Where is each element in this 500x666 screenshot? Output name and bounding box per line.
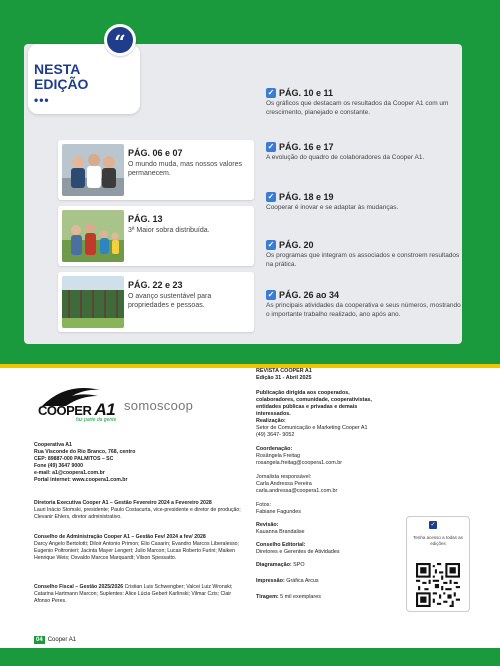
- toc-item-10-11[interactable]: ✓ PÁG. 10 e 11 Os gráficos que destacam os resultados da Cooper A1 com um crescimento, planejado e constante.: [266, 88, 449, 116]
- toc-item-18-19[interactable]: ✓ PÁG. 18 e 19 Cooperar é inovar e se adaptar às mudanças.: [266, 192, 399, 211]
- credit-jornalista: Jornalista responsável: Carla Andressa Pereira carla.andressa@coopera1.com.br: [256, 474, 338, 494]
- card-description: O avanço sustentável para propriedades e pessoas.: [128, 293, 212, 309]
- page-number: 04: [36, 637, 43, 643]
- cooper-a1-tagline: faz parte da gente: [76, 417, 117, 423]
- qr-caption: Tenha acesso a todas as edições: [413, 535, 463, 546]
- check-icon: ✓: [267, 240, 275, 249]
- yellow-divider-stripe: [0, 364, 500, 368]
- check-icon: ✓: [267, 88, 275, 97]
- credit-revisao: Revisão: Kauanna Brandalise: [256, 522, 305, 535]
- quote-icon: “: [104, 24, 136, 56]
- somoscoop-logo: somoscoop: [124, 398, 194, 413]
- credit-editorial: Conselho Editorial: Diretores e Gerentes de Atividades: [256, 542, 340, 555]
- magazine-header: REVISTA COOPER A1 Edição 31 - Abril 2025: [256, 368, 312, 381]
- check-icon: ✓: [267, 192, 275, 201]
- credit-diagramacao: Diagramação: SPO: [256, 562, 305, 568]
- card-page-number: PÁG. 06 e 07: [128, 148, 183, 158]
- credit-fotos: Fotos: Fabiane Fagundes: [256, 502, 301, 515]
- photo-family: [62, 210, 124, 262]
- footer-label: Cooper A1: [47, 637, 77, 643]
- page-footer: [34, 636, 76, 644]
- fiscal-block: Conselho Fiscal – Gestão 2025/2026 Cristian Luis Schwengber; Valcei Luiz Wronski; Catarina Hartmann Marcon; Suplentes: Alice Lúcia Gebert Karlinski; Vilmar Czis; Clair Afonso Peres.: [34, 584, 233, 604]
- check-icon: ✓: [267, 142, 275, 151]
- magazine-publication: Publicação dirigida aos cooperados, colaboradores, comunidade, cooperativistas, entidades públicas e privadas e demais interessados.: [256, 390, 372, 417]
- cooper-a1-wordmark: COOPER A1: [38, 400, 116, 419]
- dots-decoration: •••: [34, 93, 50, 107]
- footer-green-bar: [0, 648, 500, 666]
- contact-block: Cooperativa A1 Rua Visconde do Rio Branco, 768, centro CEP: 89887-000 PALMITOS – SC Fone (49) 3647 9000 e-mail: a1@coopera1.com.br Portal internet: www.coopera1.com.br: [34, 442, 136, 483]
- feature-card-values[interactable]: [58, 140, 254, 200]
- credit-tiragem: Tiragem: 5 mil exemplares: [256, 594, 321, 600]
- qr-code-icon[interactable]: [412, 563, 464, 607]
- card-description: 3ª Maior sobra distribuída.: [128, 227, 210, 234]
- credit-realizacao: Realização: Setor de Comunicação e Marketing Cooper A1 (49) 3647- 9052: [256, 418, 368, 438]
- section-title: NESTA EDIÇÃO: [34, 61, 89, 92]
- card-page-number: PÁG. 22 e 23: [128, 280, 183, 290]
- feature-card-sobra[interactable]: [58, 206, 254, 266]
- photo-forest: [62, 276, 124, 328]
- check-icon: ✓: [430, 522, 436, 528]
- toc-item-16-17[interactable]: ✓ PÁG. 16 e 17 A evolução do quadro de colaboradores da Cooper A1.: [266, 142, 425, 161]
- feature-card-sustainable[interactable]: [58, 272, 254, 332]
- board-block: Conselho de Administração Cooper A1 – Gestão Fev/ 2024 a fev/ 2028 Darcy Angelo Bertolotti; Diloir Antonio Primon; Elio Casarin; Evandro Marcos Liberalesso; Eugenio Poltronieri; Jacinta Mayer Lengert; Julio Marcon; Lucas Roberto Furini; Maiken Henrique Weis; Osvaldo Marcos Marquardt; Vilson Spessatto.: [34, 534, 239, 561]
- credit-coordenacao: Coordenação: Rosângela Freitag rosangela.freitag@coopera1.com.br: [256, 446, 343, 466]
- card-page-number: PÁG. 13: [128, 214, 163, 224]
- photo-group-leaders: [62, 144, 124, 196]
- toc-item-20[interactable]: ✓ PÁG. 20 Os programas que integram os associados e constroem resultados na prática.: [266, 240, 460, 268]
- directors-block: Diretoria Executiva Cooper A1 – Gestão Fevereiro 2024 a Fevereiro 2028 Lauri Inácio Stomski, presidente; Paulo Costacurta, vice-presidente e diretor de produção; Clevanir Ehlers, diretor administrativo.: [34, 500, 241, 520]
- card-description: O mundo muda, mas nossos valores permanecem.: [128, 161, 242, 177]
- toc-item-26-34[interactable]: ✓ PÁG. 26 ao 34 As principais atividades da cooperativa e seus números, mostrando o importante trabalho realizado, ano após ano.: [266, 290, 461, 318]
- check-icon: ✓: [267, 290, 275, 299]
- credit-impressao: Impressão: Gráfica Arcus: [256, 578, 319, 584]
